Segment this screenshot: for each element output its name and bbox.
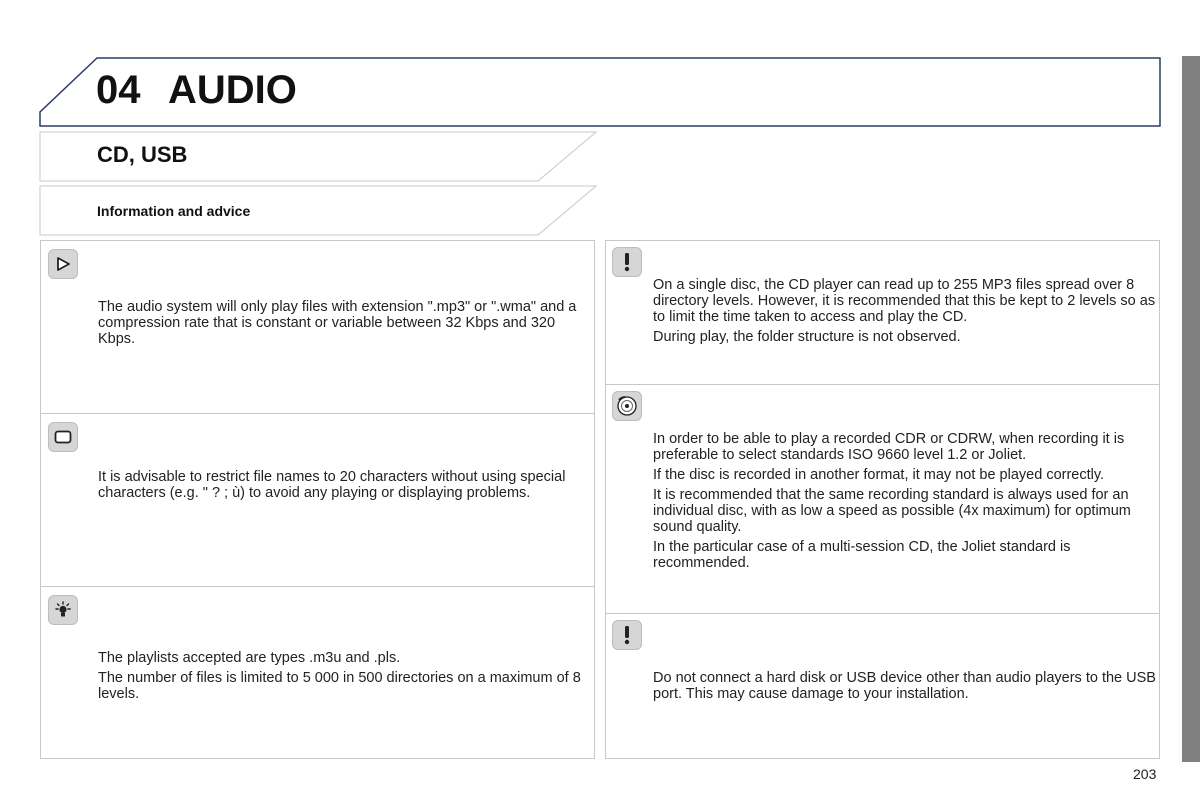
panel-text: [98, 299, 592, 351]
panel-paragraph: During play, the folder structure is not observed.: [653, 329, 961, 345]
panel-paragraph: The playlists accepted are types .m3u and .pls.: [98, 650, 401, 666]
section-title: CD, USB: [97, 142, 188, 167]
panel-paragraph: In the particular case of a multi-session CD, the Joliet standard is recommended.: [653, 539, 1071, 571]
warning-exclamation-icon: [612, 620, 642, 650]
panel-text: [653, 277, 1158, 349]
panel-paragraph: Do not connect a hard disk or USB device other than audio players to the USB port. This may cause damage to your installation.: [653, 670, 1156, 702]
info-panel-file-names: [40, 413, 595, 587]
info-panel-mp3-limits: [605, 240, 1160, 385]
panel-paragraph: It is advisable to restrict file names to 20 characters without using special characters (e.g. " ? ; ù) to avoid any playing or displaying problems.: [98, 469, 566, 501]
info-panel-file-formats: [40, 240, 595, 414]
page-number: 203: [1133, 766, 1157, 782]
panel-paragraph: If the disc is recorded in another format, it may not be played correctly.: [653, 467, 1105, 483]
warning-exclamation-icon: [612, 247, 642, 277]
chapter-side-tab: [1182, 56, 1200, 762]
panel-paragraph: The audio system will only play files with extension ".mp3" or ".wma" and a compression rate that is constant or variable between 32 Kbps and 320 Kbps.: [98, 299, 577, 347]
play-triangle-icon: [48, 249, 78, 279]
lightbulb-icon: [48, 595, 78, 625]
panel-paragraph: It is recommended that the same recording standard is always used for an individual disc, with as low a speed as possible (4x maximum) for optimum sound quality.: [653, 487, 1131, 535]
chapter-number: 04: [96, 68, 141, 112]
panel-text: [653, 670, 1158, 706]
panel-text: [98, 469, 592, 505]
panel-text: [98, 650, 592, 706]
panel-paragraph: The number of files is limited to 5 000 in 500 directories on a maximum of 8 levels.: [98, 670, 581, 702]
panel-text: [653, 431, 1158, 575]
subsection-title: Information and advice: [97, 203, 251, 219]
info-panel-recording-standards: [605, 384, 1160, 614]
info-panel-playlists: [40, 586, 595, 759]
chapter-title: AUDIO: [168, 68, 297, 112]
panel-paragraph: In order to be able to play a recorded CDR or CDRW, when recording it is preferable to select standards ISO 9660 level 1.2 or Joliet.: [653, 431, 1125, 463]
info-panel-usb-warning: [605, 613, 1160, 759]
screen-icon: [48, 422, 78, 452]
panel-paragraph: On a single disc, the CD player can read up to 255 MP3 files spread over 8 directory levels. However, it is recommended that this be kept to 2 levels so as to limit the time taken to access and play the CD.: [653, 277, 1156, 325]
disc-icon: [612, 391, 642, 421]
